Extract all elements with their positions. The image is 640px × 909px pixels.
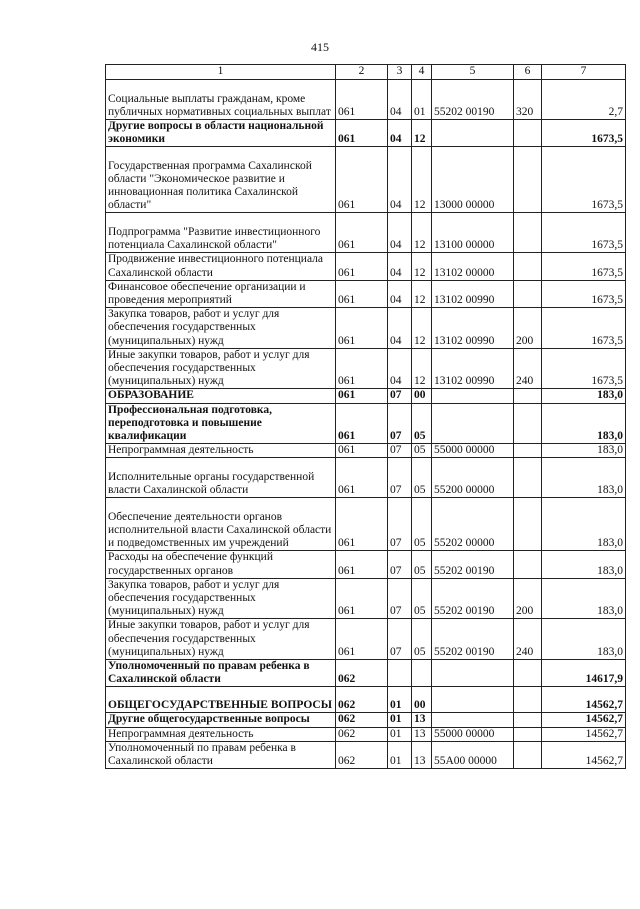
row-section-cell: 07 bbox=[388, 551, 412, 578]
row-subsection-cell: 12 bbox=[412, 308, 432, 349]
row-target-cell: 55202 00190 bbox=[432, 619, 514, 660]
row-code-cell: 061 bbox=[336, 444, 388, 458]
row-expense-type-cell bbox=[514, 458, 542, 498]
row-subsection-cell: 01 bbox=[412, 80, 432, 120]
row-subsection-cell: 00 bbox=[412, 389, 432, 403]
row-expense-type-cell: 240 bbox=[514, 348, 542, 389]
row-target-cell bbox=[432, 389, 514, 403]
row-name-cell: Уполномоченный по правам ребенка в Сахалинской области bbox=[106, 741, 336, 768]
row-name-cell: Уполномоченный по правам ребенка в Сахалинской области bbox=[106, 660, 336, 687]
header-cell: 2 bbox=[336, 65, 388, 80]
row-amount-cell: 1673,5 bbox=[542, 308, 626, 349]
row-name-cell: Финансовое обеспечение организации и проведения мероприятий bbox=[106, 280, 336, 307]
row-subsection-cell: 05 bbox=[412, 458, 432, 498]
row-subsection-cell: 05 bbox=[412, 444, 432, 458]
table-row bbox=[106, 741, 626, 768]
table-row bbox=[106, 80, 626, 120]
row-target-cell: 13000 00000 bbox=[432, 147, 514, 213]
row-code-cell: 061 bbox=[336, 80, 388, 120]
row-target-cell: 55000 00000 bbox=[432, 444, 514, 458]
row-section-cell: 01 bbox=[388, 741, 412, 768]
header-cell: 1 bbox=[106, 65, 336, 80]
row-subsection-cell: 05 bbox=[412, 498, 432, 551]
row-section-cell: 07 bbox=[388, 444, 412, 458]
table-row bbox=[106, 213, 626, 253]
row-amount-cell: 183,0 bbox=[542, 619, 626, 660]
row-amount-cell: 14562,7 bbox=[542, 727, 626, 741]
row-code-cell: 062 bbox=[336, 687, 388, 713]
row-code-cell: 061 bbox=[336, 403, 388, 444]
row-amount-cell: 1673,5 bbox=[542, 147, 626, 213]
row-subsection-cell: 05 bbox=[412, 619, 432, 660]
table-row bbox=[106, 498, 626, 551]
row-subsection-cell: 12 bbox=[412, 253, 432, 280]
row-amount-cell: 183,0 bbox=[542, 458, 626, 498]
row-amount-cell: 14562,7 bbox=[542, 713, 626, 727]
header-cell: 7 bbox=[542, 65, 626, 80]
row-expense-type-cell bbox=[514, 213, 542, 253]
row-target-cell: 13100 00000 bbox=[432, 213, 514, 253]
header-cell: 4 bbox=[412, 65, 432, 80]
row-code-cell: 061 bbox=[336, 280, 388, 307]
table-row bbox=[106, 120, 626, 147]
row-section-cell: 07 bbox=[388, 619, 412, 660]
row-name-cell: Исполнительные органы государственной власти Сахалинской области bbox=[106, 458, 336, 498]
row-target-cell: 13102 00990 bbox=[432, 280, 514, 307]
table-row bbox=[106, 280, 626, 307]
row-name-cell: Подпрограмма "Развитие инвестиционного потенциала Сахалинской области" bbox=[106, 213, 336, 253]
row-target-cell bbox=[432, 120, 514, 147]
row-code-cell: 061 bbox=[336, 120, 388, 147]
row-target-cell: 55202 00190 bbox=[432, 551, 514, 578]
table-row bbox=[106, 713, 626, 727]
row-target-cell: 13102 00990 bbox=[432, 308, 514, 349]
row-subsection-cell: 05 bbox=[412, 578, 432, 619]
row-section-cell: 04 bbox=[388, 147, 412, 213]
table-row bbox=[106, 727, 626, 741]
row-expense-type-cell bbox=[514, 253, 542, 280]
row-amount-cell: 1673,5 bbox=[542, 280, 626, 307]
row-name-cell: Профессиональная подготовка, переподготовка и повышение квалификации bbox=[106, 403, 336, 444]
row-amount-cell: 1673,5 bbox=[542, 253, 626, 280]
header-cell: 5 bbox=[432, 65, 514, 80]
row-target-cell: 55000 00000 bbox=[432, 727, 514, 741]
row-amount-cell: 183,0 bbox=[542, 403, 626, 444]
row-expense-type-cell bbox=[514, 727, 542, 741]
row-section-cell: 04 bbox=[388, 253, 412, 280]
row-amount-cell: 1673,5 bbox=[542, 213, 626, 253]
row-subsection-cell: 13 bbox=[412, 727, 432, 741]
row-target-cell: 55А00 00000 bbox=[432, 741, 514, 768]
header-cell: 6 bbox=[514, 65, 542, 80]
row-name-cell: Государственная программа Сахалинской области "Экономическое развитие и инновационная политика Сахалинской области" bbox=[106, 147, 336, 213]
row-subsection-cell: 13 bbox=[412, 741, 432, 768]
table-row bbox=[106, 444, 626, 458]
row-code-cell: 062 bbox=[336, 741, 388, 768]
row-expense-type-cell bbox=[514, 444, 542, 458]
row-section-cell: 01 bbox=[388, 727, 412, 741]
row-expense-type-cell bbox=[514, 687, 542, 713]
row-expense-type-cell bbox=[514, 713, 542, 727]
row-code-cell: 061 bbox=[336, 308, 388, 349]
page-number: 415 bbox=[311, 40, 329, 54]
row-target-cell: 55202 00190 bbox=[432, 80, 514, 120]
row-amount-cell: 183,0 bbox=[542, 389, 626, 403]
row-name-cell: ОБРАЗОВАНИЕ bbox=[106, 389, 336, 403]
row-target-cell: 55202 00000 bbox=[432, 498, 514, 551]
row-target-cell: 13102 00000 bbox=[432, 253, 514, 280]
row-target-cell bbox=[432, 713, 514, 727]
row-expense-type-cell bbox=[514, 280, 542, 307]
row-section-cell: 04 bbox=[388, 80, 412, 120]
row-amount-cell: 1673,5 bbox=[542, 120, 626, 147]
table-row bbox=[106, 578, 626, 619]
row-subsection-cell: 05 bbox=[412, 403, 432, 444]
row-section-cell: 04 bbox=[388, 308, 412, 349]
row-code-cell: 061 bbox=[336, 389, 388, 403]
row-section-cell: 07 bbox=[388, 498, 412, 551]
row-code-cell: 061 bbox=[336, 498, 388, 551]
table-row bbox=[106, 458, 626, 498]
row-amount-cell: 183,0 bbox=[542, 551, 626, 578]
row-name-cell: ОБЩЕГОСУДАРСТВЕННЫЕ ВОПРОСЫ bbox=[106, 687, 336, 713]
row-code-cell: 062 bbox=[336, 713, 388, 727]
row-name-cell: Иные закупки товаров, работ и услуг для обеспечения государственных (муниципальных) нужд bbox=[106, 348, 336, 389]
row-code-cell: 061 bbox=[336, 619, 388, 660]
row-amount-cell: 14562,7 bbox=[542, 741, 626, 768]
row-subsection-cell: 12 bbox=[412, 280, 432, 307]
row-name-cell: Расходы на обеспечение функций государственных органов bbox=[106, 551, 336, 578]
row-expense-type-cell bbox=[514, 741, 542, 768]
row-subsection-cell: 00 bbox=[412, 687, 432, 713]
row-section-cell: 01 bbox=[388, 687, 412, 713]
row-section-cell: 01 bbox=[388, 713, 412, 727]
row-amount-cell: 14617,9 bbox=[542, 660, 626, 687]
row-section-cell bbox=[388, 660, 412, 687]
row-section-cell: 04 bbox=[388, 120, 412, 147]
table-row bbox=[106, 253, 626, 280]
row-subsection-cell: 12 bbox=[412, 147, 432, 213]
row-subsection-cell: 12 bbox=[412, 348, 432, 389]
header-cell: 3 bbox=[388, 65, 412, 80]
row-code-cell: 061 bbox=[336, 578, 388, 619]
row-code-cell: 061 bbox=[336, 348, 388, 389]
row-name-cell: Непрограммная деятельность bbox=[106, 727, 336, 741]
row-target-cell bbox=[432, 660, 514, 687]
row-section-cell: 07 bbox=[388, 403, 412, 444]
row-code-cell: 062 bbox=[336, 727, 388, 741]
row-amount-cell: 1673,5 bbox=[542, 348, 626, 389]
row-expense-type-cell bbox=[514, 389, 542, 403]
row-amount-cell: 2,7 bbox=[542, 80, 626, 120]
table-row bbox=[106, 389, 626, 403]
row-name-cell: Закупка товаров, работ и услуг для обеспечения государственных (муниципальных) нужд bbox=[106, 578, 336, 619]
row-subsection-cell: 13 bbox=[412, 713, 432, 727]
row-code-cell: 061 bbox=[336, 253, 388, 280]
row-subsection-cell: 12 bbox=[412, 213, 432, 253]
row-code-cell: 061 bbox=[336, 551, 388, 578]
row-expense-type-cell: 320 bbox=[514, 80, 542, 120]
row-expense-type-cell bbox=[514, 120, 542, 147]
row-name-cell: Продвижение инвестиционного потенциала Сахалинской области bbox=[106, 253, 336, 280]
row-amount-cell: 183,0 bbox=[542, 498, 626, 551]
row-amount-cell: 183,0 bbox=[542, 578, 626, 619]
table-row bbox=[106, 619, 626, 660]
table-row bbox=[106, 687, 626, 713]
row-name-cell: Непрограммная деятельность bbox=[106, 444, 336, 458]
row-subsection-cell: 05 bbox=[412, 551, 432, 578]
row-target-cell bbox=[432, 403, 514, 444]
row-expense-type-cell bbox=[514, 660, 542, 687]
row-code-cell: 061 bbox=[336, 213, 388, 253]
row-subsection-cell bbox=[412, 660, 432, 687]
row-amount-cell: 14562,7 bbox=[542, 687, 626, 713]
row-name-cell: Социальные выплаты гражданам, кроме публичных нормативных социальных выплат bbox=[106, 80, 336, 120]
row-expense-type-cell: 200 bbox=[514, 308, 542, 349]
row-amount-cell: 183,0 bbox=[542, 444, 626, 458]
row-code-cell: 061 bbox=[336, 147, 388, 213]
row-expense-type-cell bbox=[514, 498, 542, 551]
row-section-cell: 07 bbox=[388, 458, 412, 498]
table-row bbox=[106, 660, 626, 687]
row-section-cell: 04 bbox=[388, 348, 412, 389]
table-row bbox=[106, 308, 626, 349]
row-section-cell: 04 bbox=[388, 213, 412, 253]
budget-table bbox=[105, 64, 626, 769]
row-target-cell: 55202 00190 bbox=[432, 578, 514, 619]
table-row bbox=[106, 147, 626, 213]
row-section-cell: 07 bbox=[388, 389, 412, 403]
row-section-cell: 04 bbox=[388, 280, 412, 307]
row-target-cell bbox=[432, 687, 514, 713]
table-row bbox=[106, 551, 626, 578]
row-section-cell: 07 bbox=[388, 578, 412, 619]
row-name-cell: Обеспечение деятельности органов исполнительной власти Сахалинской области и подведомственных им учреждений bbox=[106, 498, 336, 551]
row-target-cell: 55200 00000 bbox=[432, 458, 514, 498]
row-code-cell: 062 bbox=[336, 660, 388, 687]
row-name-cell: Закупка товаров, работ и услуг для обеспечения государственных (муниципальных) нужд bbox=[106, 308, 336, 349]
row-subsection-cell: 12 bbox=[412, 120, 432, 147]
table-header-row bbox=[106, 65, 626, 80]
row-code-cell: 061 bbox=[336, 458, 388, 498]
row-expense-type-cell: 240 bbox=[514, 619, 542, 660]
row-expense-type-cell bbox=[514, 147, 542, 213]
table-row bbox=[106, 403, 626, 444]
row-expense-type-cell bbox=[514, 551, 542, 578]
row-name-cell: Иные закупки товаров, работ и услуг для обеспечения государственных (муниципальных) нужд bbox=[106, 619, 336, 660]
row-expense-type-cell: 200 bbox=[514, 578, 542, 619]
row-name-cell: Другие вопросы в области национальной экономики bbox=[106, 120, 336, 147]
table-row bbox=[106, 348, 626, 389]
row-expense-type-cell bbox=[514, 403, 542, 444]
row-target-cell: 13102 00990 bbox=[432, 348, 514, 389]
row-name-cell: Другие общегосударственные вопросы bbox=[106, 713, 336, 727]
